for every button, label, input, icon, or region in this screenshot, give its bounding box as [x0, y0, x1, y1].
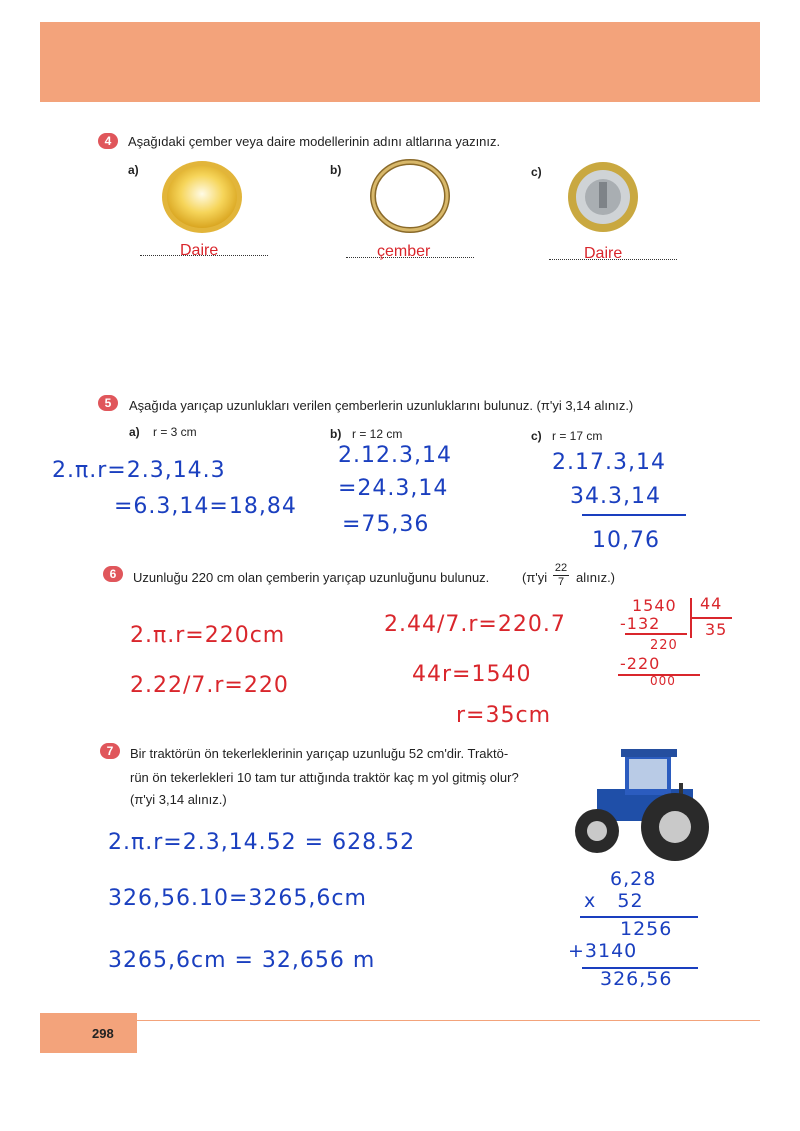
q6-work-left-1: 2.π.r=220cm	[130, 623, 286, 648]
question-6-text: Uzunluğu 220 cm olan çemberin yarıçap uzunluğunu bulunuz.	[133, 570, 490, 585]
q5-given-a: r = 3 cm	[153, 425, 197, 439]
division-line-2: 220	[650, 638, 678, 653]
q6-hint-pre: (π'yi	[522, 570, 548, 585]
mult-line-2: x 52	[584, 890, 644, 912]
gold-ring-image	[369, 158, 451, 234]
q4-label-b: b)	[330, 163, 342, 177]
q5-given-b: r = 12 cm	[352, 427, 403, 441]
q7-work-3: 3265,6cm = 32,656 m	[108, 948, 376, 973]
question-4-text: Aşağıdaki çember veya daire modellerinin adını altlarına yazınız.	[128, 134, 501, 149]
mult-line-5: 326,56	[600, 968, 673, 990]
q5a-work-2: =6.3,14=18,84	[114, 494, 297, 519]
division-rule-1	[625, 633, 687, 635]
q6-hint-fraction	[553, 563, 569, 588]
q5b-work-2: =24.3,14	[338, 476, 449, 501]
page-number: 298	[92, 1026, 114, 1041]
q5-label-a: a)	[129, 425, 140, 439]
q6-hint-numerator: 22	[554, 562, 568, 574]
q6-work-left-2: 2.22/7.r=220	[130, 673, 289, 698]
question-5-text: Aşağıda yarıçap uzunlukları verilen çemberlerin uzunluklarını bulunuz. (π'yi 3,14 alınız.)	[129, 398, 634, 413]
page-number-tab	[40, 1013, 137, 1053]
q5c-work-2: 34.3,14	[570, 484, 661, 509]
answer-b: çember	[377, 243, 431, 260]
question-7-badge: 7	[100, 743, 120, 759]
question-7-line-2: rün ön tekerlekleri 10 tam tur attığında traktör kaç m yol gitmiş olur?	[130, 770, 519, 785]
q5-label-c: c)	[531, 429, 542, 443]
q6-hint-post: alınız.)	[576, 570, 616, 585]
q4-label-a: a)	[128, 163, 139, 177]
mult-line-3: 1256	[620, 918, 673, 940]
division-line-1: -132	[620, 614, 661, 633]
q5-label-b: b)	[330, 427, 342, 441]
q6-work-mid-1: 2.44/7.r=220.7	[384, 612, 566, 637]
q7-work-1: 2.π.r=2.3,14.52 = 628.52	[108, 830, 416, 855]
division-quotient: 35	[705, 620, 728, 639]
mult-line-4: +3140	[568, 940, 638, 962]
q6-hint-denominator: 7	[557, 576, 565, 588]
tractor-image	[567, 743, 713, 863]
question-6-badge: 6	[103, 566, 123, 582]
q5c-work-3: 10,76	[592, 528, 660, 553]
question-7-line-1: Bir traktörün ön tekerleklerinin yarıçap uzunluğu 52 cm'dir. Traktö-	[130, 746, 509, 761]
q5c-underline	[582, 514, 686, 516]
q5b-work-1: 2.12.3,14	[338, 443, 452, 468]
yellow-disc-image	[160, 160, 244, 234]
division-dividend: 1540	[632, 596, 677, 615]
q7-work-2: 326,56.10=3265,6cm	[108, 886, 367, 911]
mult-line-1: 6,28	[610, 868, 657, 890]
division-bar-horizontal	[692, 617, 732, 619]
division-remainder: 000	[650, 674, 676, 688]
q5a-work-1: 2.π.r=2.3,14.3	[52, 458, 226, 483]
footer-line	[137, 1020, 760, 1021]
header-band	[40, 22, 760, 102]
division-divisor: 44	[700, 594, 723, 613]
q5c-work-1: 2.17.3,14	[552, 450, 666, 475]
answer-a: Daire	[180, 242, 219, 259]
q5-given-c: r = 17 cm	[552, 429, 603, 443]
question-7-line-3: (π'yi 3,14 alınız.)	[130, 792, 227, 807]
coin-image	[566, 160, 640, 234]
q6-work-mid-2: 44r=1540	[412, 662, 532, 687]
question-5-badge: 5	[98, 395, 118, 411]
division-line-3: -220	[620, 654, 661, 673]
answer-c: Daire	[584, 245, 623, 262]
q5b-work-3: =75,36	[342, 512, 430, 537]
question-4-badge: 4	[98, 133, 118, 149]
q4-label-c: c)	[531, 165, 542, 179]
q6-work-mid-3: r=35cm	[456, 703, 551, 728]
